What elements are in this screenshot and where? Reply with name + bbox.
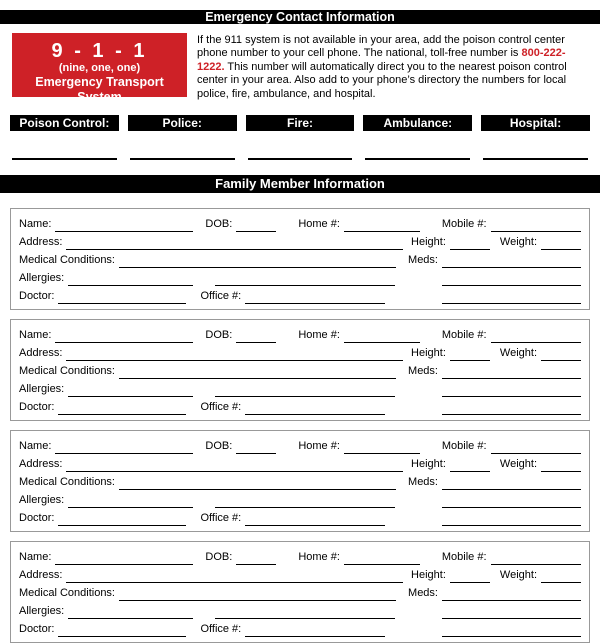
ambulance-fill-line — [365, 150, 470, 160]
medical-conditions-label: Medical Conditions: — [19, 365, 115, 378]
family-member-block — [10, 208, 590, 310]
home-phone-fill-line — [344, 442, 420, 454]
weight-label: Weight: — [499, 458, 537, 471]
office-phone-label: Office #: — [200, 290, 242, 303]
mobile-phone-fill-line — [491, 553, 581, 565]
family-member-block — [10, 541, 590, 643]
doctor-fill-line — [58, 403, 186, 415]
allergies-continued-fill-line — [215, 496, 395, 508]
name-label: Name: — [19, 551, 52, 564]
address-label: Address: — [19, 347, 63, 360]
allergies-fill-line — [68, 274, 193, 286]
meds-fill-line — [442, 478, 581, 490]
name-label: Name: — [19, 440, 52, 453]
mobile-phone-label: Mobile #: — [441, 440, 487, 453]
medical-conditions-label: Medical Conditions: — [19, 476, 115, 489]
member-row-allergies — [19, 601, 581, 619]
meds-continued-fill-line-2 — [442, 292, 581, 304]
meds-continued-fill-line-1 — [442, 274, 581, 286]
allergies-fill-line — [68, 385, 193, 397]
meds-continued-fill-line-1 — [442, 496, 581, 508]
intro-text-part1: If the 911 system is not available in your area, add the poison control center phone number to your cell phone. The national, toll-free number is — [197, 34, 565, 60]
meds-continued-fill-line-2 — [442, 625, 581, 637]
dob-label: DOB: — [205, 551, 233, 564]
dob-fill-line — [236, 553, 276, 565]
height-label: Height: — [411, 347, 446, 360]
office-phone-label: Office #: — [200, 623, 242, 636]
name-fill-line — [55, 442, 193, 454]
height-label: Height: — [411, 569, 446, 582]
intro-text-part2: This number will automatically direct you to the nearest poison control center in your area. Also add to your phone’s directory the numbers for local police, fire, ambulance, and hospital. — [197, 60, 567, 100]
allergies-fill-line — [68, 496, 193, 508]
medical-conditions-fill-line — [119, 589, 396, 601]
allergies-fill-line — [68, 607, 193, 619]
fire-label: Fire: — [246, 115, 355, 131]
dob-fill-line — [236, 442, 276, 454]
medical-conditions-fill-line — [119, 367, 396, 379]
height-fill-line — [450, 460, 490, 472]
weight-fill-line — [541, 571, 581, 583]
doctor-fill-line — [58, 514, 186, 526]
allergies-continued-fill-line — [215, 274, 395, 286]
member-row-medical — [19, 583, 581, 601]
office-phone-label: Office #: — [200, 401, 242, 414]
name-fill-line — [55, 553, 193, 565]
mobile-phone-fill-line — [491, 331, 581, 343]
ambulance-label: Ambulance: — [363, 115, 472, 131]
page-title: Emergency Contact Information — [0, 10, 600, 24]
hospital-fill-line — [483, 150, 588, 160]
allergies-continued-fill-line — [215, 607, 395, 619]
home-phone-label: Home #: — [298, 440, 340, 453]
family-section-title: Family Member Information — [0, 175, 600, 193]
family-member-list — [0, 208, 600, 643]
allergies-label: Allergies: — [19, 383, 65, 396]
address-label: Address: — [19, 569, 63, 582]
meds-continued-fill-line-1 — [442, 385, 581, 397]
dob-fill-line — [236, 331, 276, 343]
address-label: Address: — [19, 236, 63, 249]
height-fill-line — [450, 238, 490, 250]
doctor-label: Doctor: — [19, 290, 55, 303]
member-row-address — [19, 454, 581, 472]
meds-label: Meds: — [408, 254, 438, 267]
address-fill-line — [66, 571, 403, 583]
weight-fill-line — [541, 349, 581, 361]
name-label: Name: — [19, 218, 52, 231]
address-fill-line — [66, 460, 403, 472]
mobile-phone-fill-line — [491, 220, 581, 232]
weight-fill-line — [541, 460, 581, 472]
mobile-phone-label: Mobile #: — [441, 551, 487, 564]
member-row-name — [19, 547, 581, 565]
member-row-doctor — [19, 619, 581, 637]
poison-control-label: Poison Control: — [10, 115, 119, 131]
medical-conditions-label: Medical Conditions: — [19, 587, 115, 600]
allergies-label: Allergies: — [19, 605, 65, 618]
member-row-medical — [19, 250, 581, 268]
member-row-doctor — [19, 397, 581, 415]
weight-label: Weight: — [499, 347, 537, 360]
home-phone-label: Home #: — [298, 218, 340, 231]
mobile-phone-label: Mobile #: — [441, 329, 487, 342]
member-row-address — [19, 565, 581, 583]
family-member-block — [10, 430, 590, 532]
fire-fill-line — [248, 150, 353, 160]
member-row-medical — [19, 361, 581, 379]
family-member-block — [10, 319, 590, 421]
dob-label: DOB: — [205, 218, 233, 231]
office-phone-fill-line — [245, 514, 385, 526]
home-phone-label: Home #: — [298, 551, 340, 564]
height-fill-line — [450, 349, 490, 361]
address-fill-line — [66, 238, 403, 250]
doctor-label: Doctor: — [19, 512, 55, 525]
office-phone-fill-line — [245, 292, 385, 304]
meds-label: Meds: — [408, 587, 438, 600]
home-phone-fill-line — [344, 331, 420, 343]
office-phone-fill-line — [245, 625, 385, 637]
mobile-phone-label: Mobile #: — [441, 218, 487, 231]
medical-conditions-fill-line — [119, 256, 396, 268]
height-label: Height: — [411, 236, 446, 249]
dob-label: DOB: — [205, 440, 233, 453]
allergies-label: Allergies: — [19, 272, 65, 285]
member-row-allergies — [19, 379, 581, 397]
emergency-contact-labels-row — [10, 115, 590, 131]
meds-continued-fill-line-2 — [442, 514, 581, 526]
member-row-doctor — [19, 286, 581, 304]
hospital-label: Hospital: — [481, 115, 590, 131]
doctor-label: Doctor: — [19, 401, 55, 414]
name-fill-line — [55, 220, 193, 232]
police-fill-line — [130, 150, 235, 160]
address-fill-line — [66, 349, 403, 361]
meds-fill-line — [442, 367, 581, 379]
allergies-label: Allergies: — [19, 494, 65, 507]
home-phone-label: Home #: — [298, 329, 340, 342]
911-subtitle: Emergency Transport System — [35, 75, 164, 104]
emergency-contact-fill-lines — [12, 150, 588, 160]
intro-paragraph — [197, 33, 588, 101]
medical-conditions-fill-line — [119, 478, 396, 490]
doctor-fill-line — [58, 292, 186, 304]
height-fill-line — [450, 571, 490, 583]
poison-control-phone-number: 800-222-1222. — [197, 47, 566, 73]
medical-conditions-label: Medical Conditions: — [19, 254, 115, 267]
member-row-doctor — [19, 508, 581, 526]
office-phone-fill-line — [245, 403, 385, 415]
meds-continued-fill-line-2 — [442, 403, 581, 415]
member-row-name — [19, 214, 581, 232]
name-label: Name: — [19, 329, 52, 342]
member-row-address — [19, 232, 581, 250]
meds-fill-line — [442, 589, 581, 601]
meds-continued-fill-line-1 — [442, 607, 581, 619]
home-phone-fill-line — [344, 553, 420, 565]
meds-label: Meds: — [408, 365, 438, 378]
member-row-medical — [19, 472, 581, 490]
dob-fill-line — [236, 220, 276, 232]
poison-control-fill-line — [12, 150, 117, 160]
meds-fill-line — [442, 256, 581, 268]
member-row-address — [19, 343, 581, 361]
police-label: Police: — [128, 115, 237, 131]
doctor-label: Doctor: — [19, 623, 55, 636]
intro-section — [12, 33, 588, 104]
weight-label: Weight: — [499, 569, 537, 582]
member-row-name — [19, 436, 581, 454]
weight-fill-line — [541, 238, 581, 250]
dob-label: DOB: — [205, 329, 233, 342]
weight-label: Weight: — [499, 236, 537, 249]
member-row-allergies — [19, 268, 581, 286]
doctor-fill-line — [58, 625, 186, 637]
meds-label: Meds: — [408, 476, 438, 489]
name-fill-line — [55, 331, 193, 343]
911-words: (nine, one, one) — [58, 62, 141, 74]
911-red-box — [12, 33, 187, 104]
mobile-phone-fill-line — [491, 442, 581, 454]
member-row-allergies — [19, 490, 581, 508]
office-phone-label: Office #: — [200, 512, 242, 525]
member-row-name — [19, 325, 581, 343]
height-label: Height: — [411, 458, 446, 471]
home-phone-fill-line — [344, 220, 420, 232]
allergies-continued-fill-line — [215, 385, 395, 397]
address-label: Address: — [19, 458, 63, 471]
911-number: 9 - 1 - 1 — [51, 40, 148, 62]
